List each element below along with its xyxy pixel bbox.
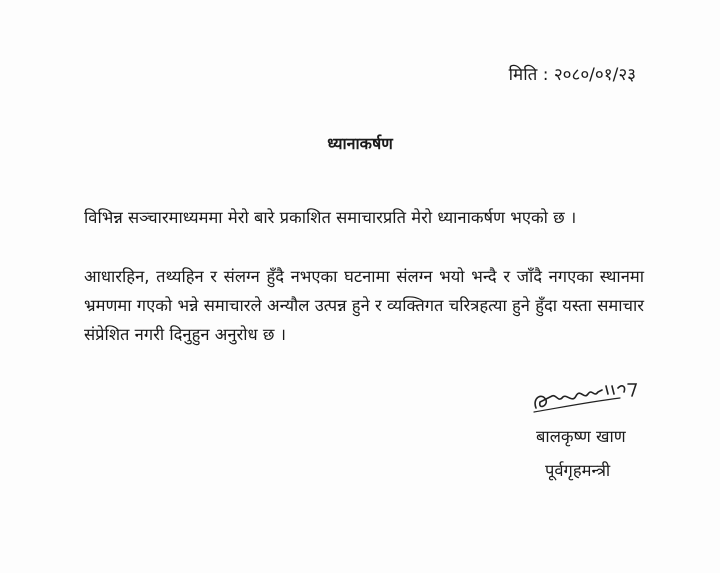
paragraph-2: आधारहिन, तथ्यहिन र संलग्न हुँदै नभएका घटनामा संलग्न भयो भन्दै र जाँदै नगएका स्थानमा भ्रमणमा गएको भन्ने समाचारले अन्यौल उत्पन्न हुने र व्यक्तिगत चरित्रहत्या हुने हुँदा यस्ता समाचार संप्रेशित नगरी दिनुहुन अनुरोध छ । (84, 267, 644, 344)
date-line: मिति : २०८०/०१/२३ (508, 65, 636, 85)
signatory-name: बालकृष्ण खाण (536, 427, 626, 446)
page-title: ध्यानाकर्षण (327, 134, 393, 153)
signature-image (528, 378, 643, 418)
paragraph-1: विभिन्न सञ्चारमाध्यममा मेरो बारे प्रकाशित समाचारप्रति मेरो ध्यानाकर्षण भएको छ । (84, 208, 577, 227)
signatory-title: पूर्वगृहमन्त्री (545, 461, 611, 480)
